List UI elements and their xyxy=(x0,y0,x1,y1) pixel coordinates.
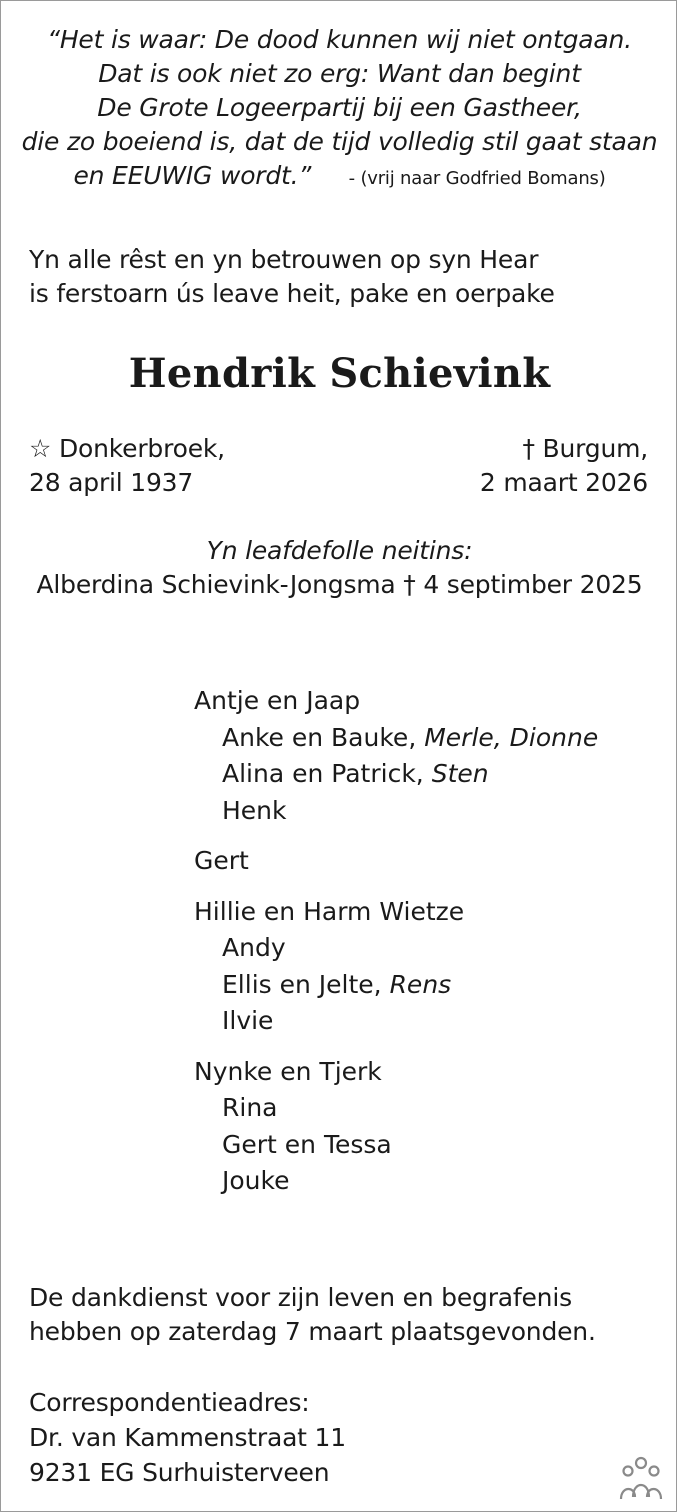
child-name: Jouke xyxy=(222,1166,290,1195)
family-group xyxy=(194,683,598,829)
family-head: Hillie en Harm Wietze xyxy=(194,896,465,926)
poem-line: Dat is ook niet zo erg: Want dan begint xyxy=(98,59,581,88)
birth-place: ☆ Donkerbroek, xyxy=(29,434,225,463)
service-line: De dankdienst voor zijn leven en begrafenis xyxy=(29,1283,572,1312)
correspondence-street: Dr. van Kammenstraat 11 xyxy=(29,1423,346,1452)
poem-line: die zo boeiend is, dat de tijd volledig stil gaat staan xyxy=(21,127,658,156)
child-name: Ellis en Jelte, xyxy=(222,969,382,999)
poem-line: De Grote Logeerpartij bij een Gastheer, xyxy=(97,93,582,122)
family-head: Gert xyxy=(194,846,249,875)
family-group xyxy=(194,894,598,1040)
death-place: † Burgum, xyxy=(522,434,648,463)
child-name: Ilvie xyxy=(222,1006,274,1035)
people-group-icon xyxy=(616,1453,666,1503)
poem-attribution: - (vrij naar Godfried Bomans) xyxy=(348,168,606,189)
death-info xyxy=(480,432,648,500)
service-info xyxy=(29,1281,596,1349)
intro-line: Yn alle rêst en yn betrouwen op syn Hear xyxy=(29,245,539,274)
family-child xyxy=(194,1090,598,1127)
family-list xyxy=(194,683,598,1214)
correspondence-label: Correspondentieadres: xyxy=(29,1388,310,1417)
poem-line: “Het is waar: De dood kunnen wij niet ontgaan. xyxy=(47,25,632,54)
correspondence-city: 9231 EG Surhuisterveen xyxy=(29,1458,330,1487)
family-group xyxy=(194,1054,598,1200)
child-name: Andy xyxy=(222,933,286,962)
memory-label: Yn leafdefolle neitins: xyxy=(206,536,473,565)
family-child xyxy=(194,1003,598,1040)
family-child xyxy=(194,793,598,830)
correspondence xyxy=(29,1385,346,1490)
family-head: Antje en Jaap xyxy=(194,686,361,715)
family-child xyxy=(194,1127,598,1164)
child-name: Rina xyxy=(222,1093,278,1122)
child-name: Gert en Tessa xyxy=(222,1129,392,1159)
child-name: Alina en Patrick, xyxy=(222,759,424,788)
birth-info xyxy=(29,432,225,500)
family-child xyxy=(194,1163,598,1200)
family-child xyxy=(194,720,598,757)
birth-date: 28 april 1937 xyxy=(29,468,194,497)
child-name: Anke en Bauke, xyxy=(222,722,417,752)
grandchildren: Sten xyxy=(431,759,489,788)
intro-line: is ferstoarn ús leave heit, pake en oerpake xyxy=(29,279,555,308)
memory-text: Alberdina Schievink-Jongsma † 4 septimber 2025 xyxy=(36,570,643,599)
grandchildren: Rens xyxy=(389,969,452,999)
poem-last-line xyxy=(1,159,677,196)
family-head: Nynke en Tjerk xyxy=(194,1056,382,1086)
child-name: Henk xyxy=(222,795,287,825)
intro xyxy=(29,243,555,311)
poem-line: en EEUWIG wordt.” xyxy=(73,161,312,190)
family-child xyxy=(194,930,598,967)
service-line: hebben op zaterdag 7 maart plaatsgevonden. xyxy=(29,1317,596,1346)
death-date: 2 maart 2026 xyxy=(479,468,648,497)
family-child xyxy=(194,756,598,793)
grandchildren: Merle, Dionne xyxy=(424,722,599,752)
poem xyxy=(1,23,677,196)
family-child xyxy=(194,967,598,1004)
family-group xyxy=(194,843,598,880)
deceased-name: Hendrik Schievink xyxy=(128,350,551,397)
